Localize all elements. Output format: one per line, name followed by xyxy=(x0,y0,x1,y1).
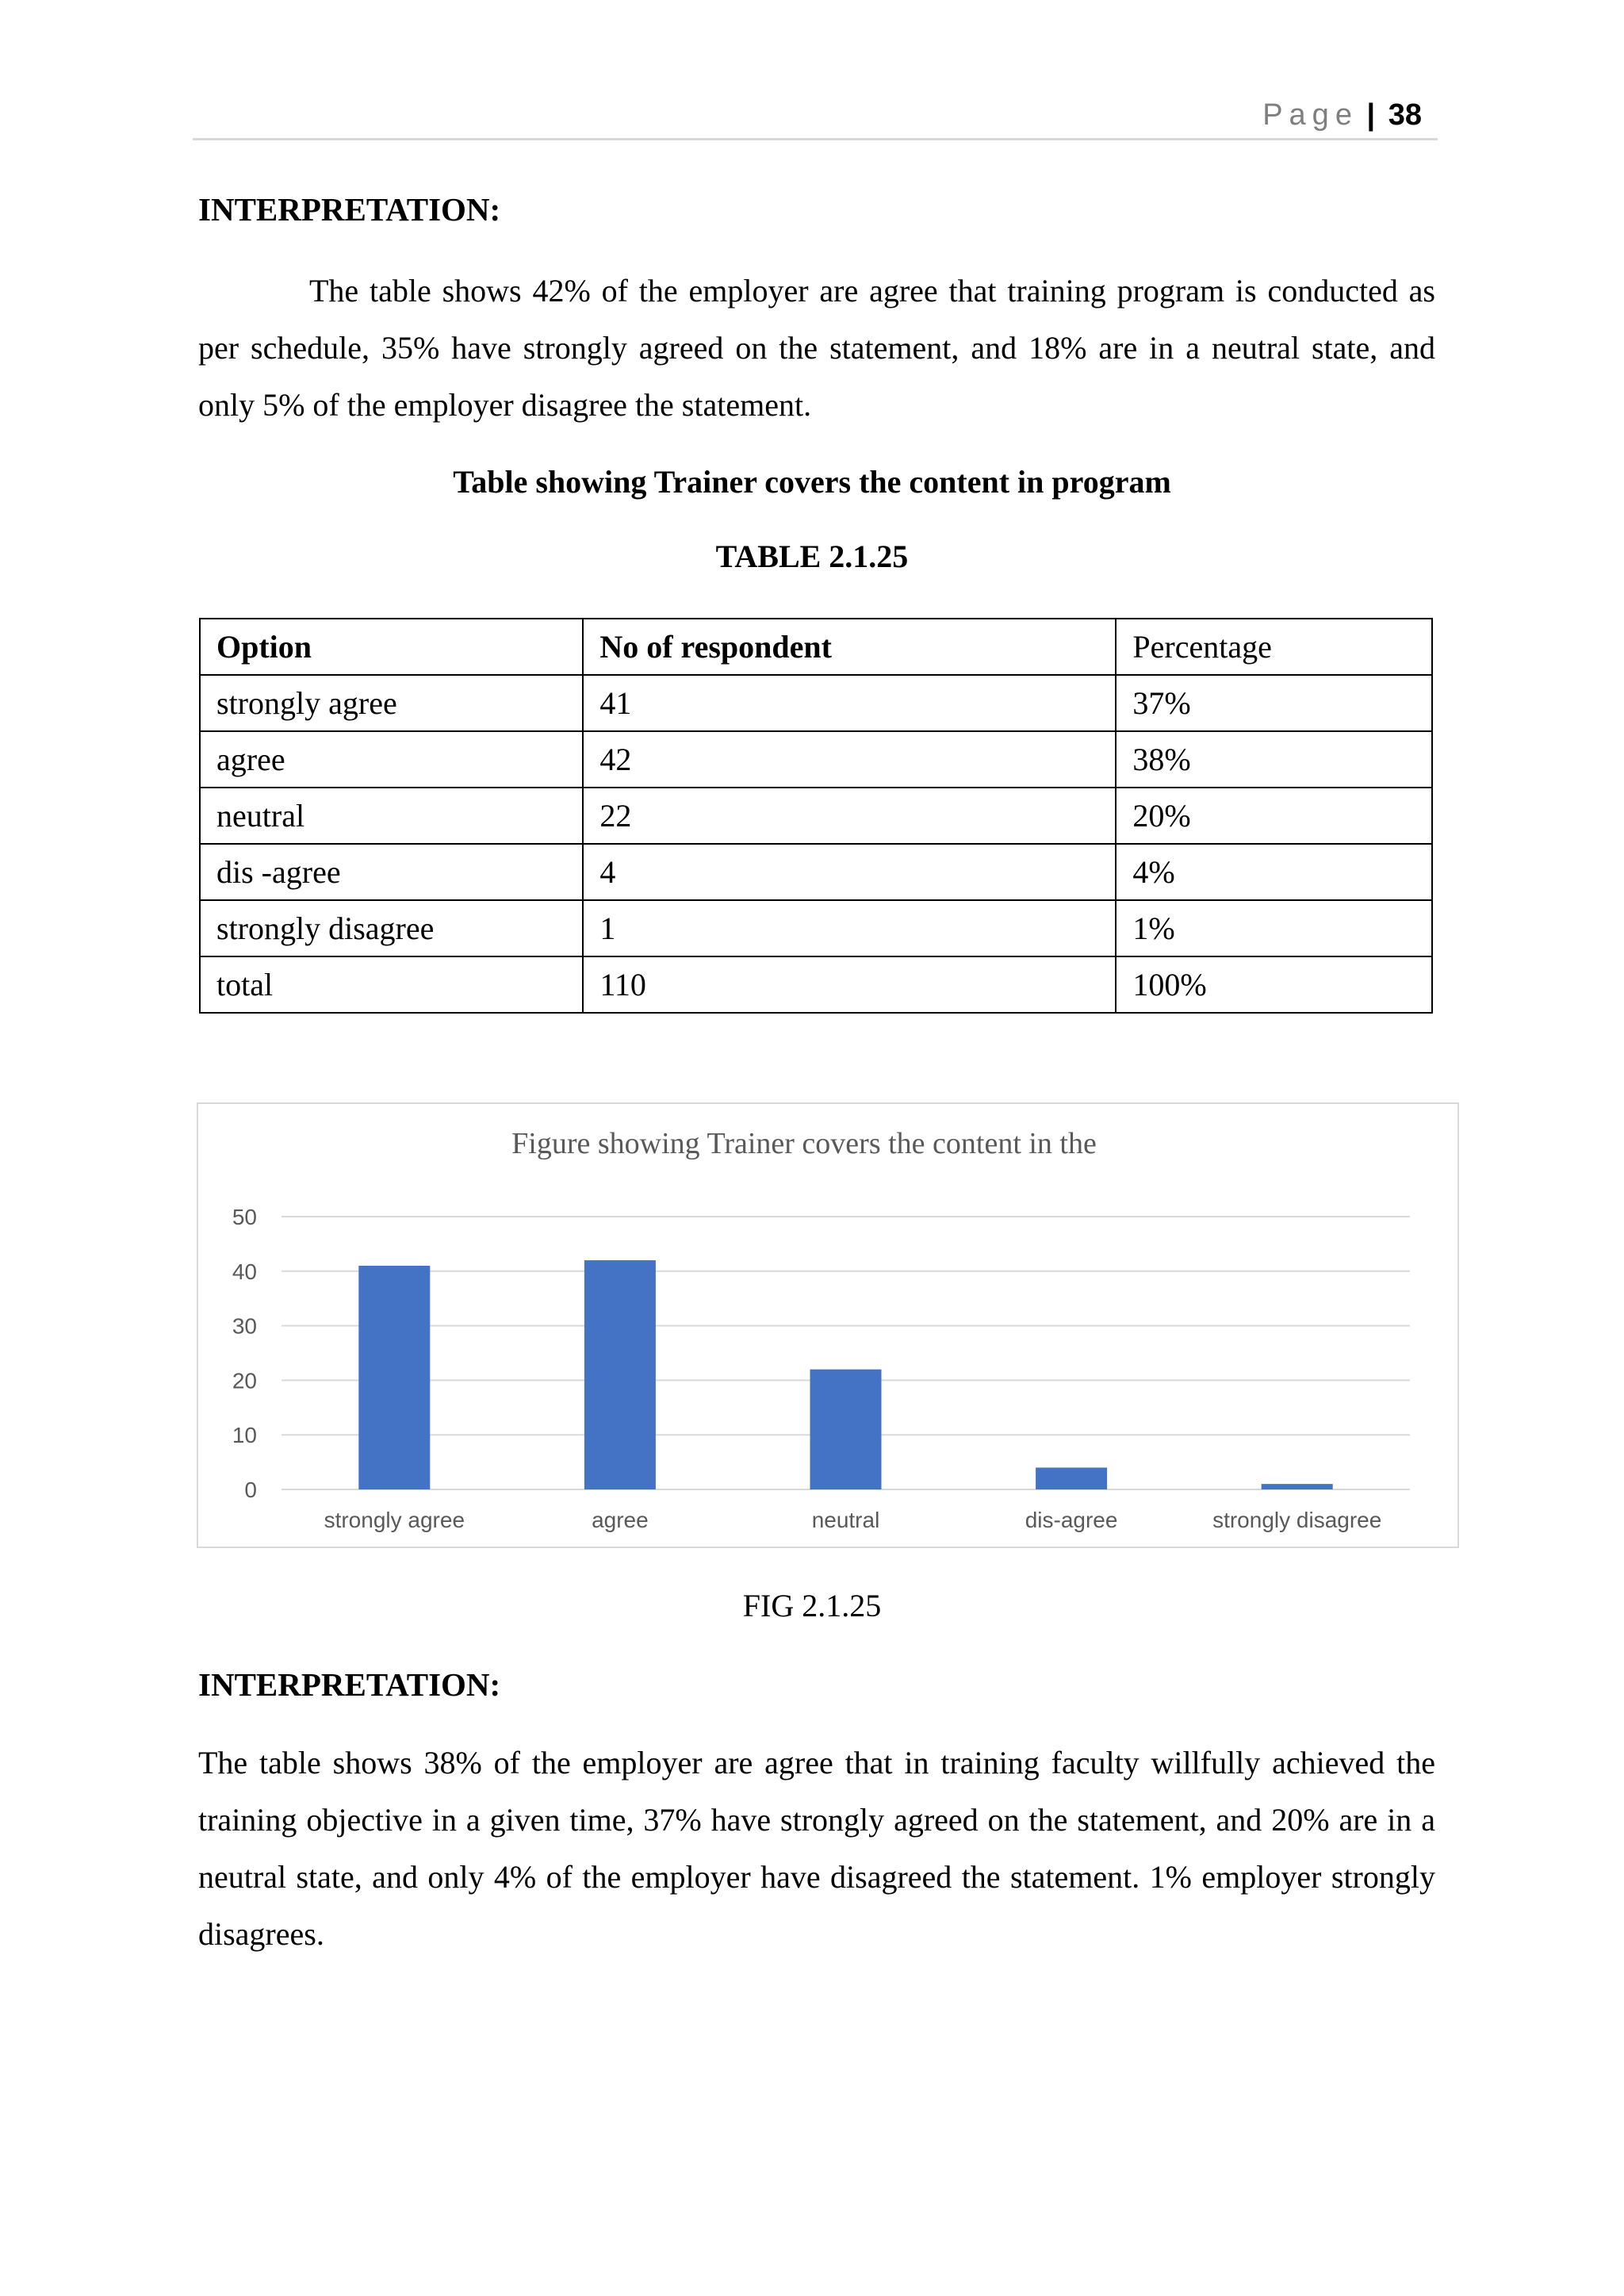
interpretation-heading-1: INTERPRETATION: xyxy=(198,191,501,228)
cell-percentage: 1% xyxy=(1116,900,1432,956)
respondent-table xyxy=(199,618,1433,1014)
table-row xyxy=(200,675,1432,731)
page-separator: | xyxy=(1366,98,1376,132)
cell-respondents: 110 xyxy=(583,956,1116,1013)
y-tick-label: 10 xyxy=(232,1423,257,1448)
cell-percentage: 38% xyxy=(1116,731,1432,788)
x-tick-label: dis-agree xyxy=(1025,1508,1118,1532)
cell-option: agree xyxy=(200,731,583,788)
page-number-value: 38 xyxy=(1388,98,1422,132)
y-tick-label: 30 xyxy=(232,1313,257,1339)
table-row-total xyxy=(200,956,1432,1013)
interpretation-text-1: The table shows 42% of the employer are agree that training program is conducted as per schedule, 35% have strongly agreed on the statement, and 18% are in a neutral state, and only 5% of the employer disagree the statement. xyxy=(198,273,1435,423)
table-header-row xyxy=(200,619,1432,675)
x-tick-label: strongly agree xyxy=(324,1508,465,1532)
bar xyxy=(1036,1467,1107,1489)
bar xyxy=(358,1266,430,1489)
page-word: Page xyxy=(1262,98,1358,132)
cell-percentage: 100% xyxy=(1116,956,1432,1013)
cell-respondents: 4 xyxy=(583,844,1116,900)
x-tick-label: agree xyxy=(592,1508,649,1532)
x-tick-label: strongly disagree xyxy=(1212,1508,1382,1532)
table-row xyxy=(200,844,1432,900)
table-number: TABLE 2.1.25 xyxy=(715,539,909,574)
bar xyxy=(584,1260,656,1489)
page-number xyxy=(1262,98,1422,132)
y-tick-label: 50 xyxy=(232,1205,257,1229)
table-row xyxy=(200,731,1432,788)
cell-percentage: 4% xyxy=(1116,844,1432,900)
cell-respondents: 41 xyxy=(583,675,1116,731)
cell-option: total xyxy=(200,956,583,1013)
cell-percentage: 37% xyxy=(1116,675,1432,731)
x-tick-label: neutral xyxy=(811,1508,880,1532)
cell-option: strongly agree xyxy=(200,675,583,731)
table-title: Table showing Trainer covers the content in program xyxy=(453,464,1171,500)
y-tick-label: 0 xyxy=(244,1478,257,1502)
bar-chart xyxy=(197,1102,1459,1548)
header-respondents: No of respondent xyxy=(583,619,1116,675)
cell-percentage: 20% xyxy=(1116,788,1432,844)
table-row xyxy=(200,788,1432,844)
header-percentage: Percentage xyxy=(1116,619,1432,675)
chart-title: Figure showing Trainer covers the content in the xyxy=(511,1127,1097,1160)
cell-option: neutral xyxy=(200,788,583,844)
interpretation-heading-2: INTERPRETATION: xyxy=(198,1666,501,1703)
bar xyxy=(810,1370,882,1489)
header-option: Option xyxy=(200,619,583,675)
cell-respondents: 22 xyxy=(583,788,1116,844)
cell-respondents: 42 xyxy=(583,731,1116,788)
cell-option: dis -agree xyxy=(200,844,583,900)
table-row xyxy=(200,900,1432,956)
interpretation-paragraph-2: The table shows 38% of the employer are agree that in training faculty willfully achieved the training objective in a given time, 37% have strongly agreed on the statement, and 20% are in a neutral state, and only 4% of the employer have disagreed the statement. 1% employer strongly disagrees. xyxy=(198,1745,1435,1952)
y-tick-label: 40 xyxy=(232,1259,257,1284)
interpretation-paragraph-1 xyxy=(198,263,1435,434)
y-tick-label: 20 xyxy=(232,1368,257,1393)
cell-option: strongly disagree xyxy=(200,900,583,956)
cell-respondents: 1 xyxy=(583,900,1116,956)
bar-chart-svg xyxy=(198,1104,1457,1547)
bar xyxy=(1262,1484,1333,1489)
page-header xyxy=(193,94,1438,140)
figure-caption: FIG 2.1.25 xyxy=(742,1588,882,1623)
